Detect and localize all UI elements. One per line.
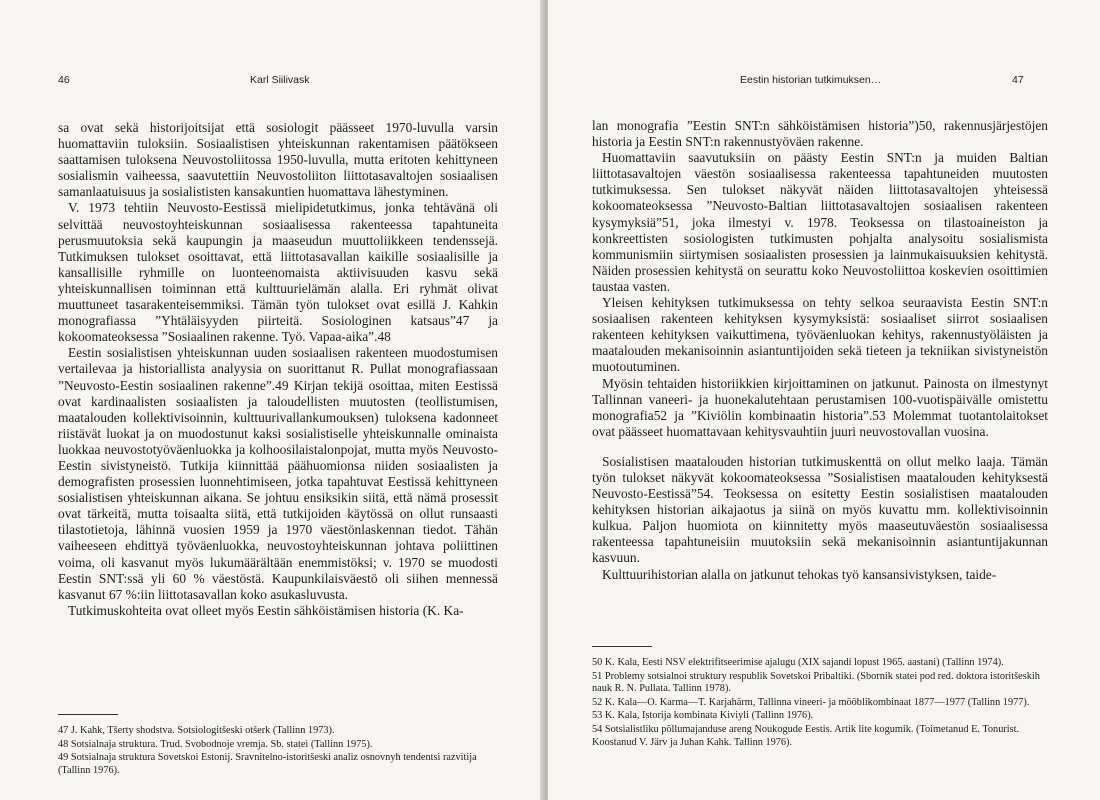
paragraph: V. 1973 tehtiin Neuvosto-Eestissä mielipidetutkimus, jonka tehtävänä oli selvittää neuvostoyhteiskunnan sosiaalisessa rakenteessa tapahtuneita perusmuutoksia sekä kaupungin ja maaseudun muuttoliikkeen tendenssejä. Tutkimuksen tulokset osoittavat, että liittotasavallan kaikille sosiaalisille ja kansallisille ryhmille on luonteenomaista aktiivisuuden kasvu sekä yhteiskunnallisen toiminnan että kulttuurielämän alalla. Eri ryhmät olivat muuttuneet tasarakenteisemmiksi. Tämän työn tulokset ovat esillä J. Kahkin monografiassa ”Yhtäläisyyden piirteitä. Sosiologinen katsaus”47 ja kokoomateoksessa ”Sosiaalinen rakenne. Työ. Vapaa-aika”.48	[58, 200, 498, 345]
paragraph: Kulttuurihistorian alalla on jatkunut tehokas työ kansansivistyksen, taide-	[602, 566, 997, 582]
page-number: 46	[58, 74, 70, 86]
footnotes	[592, 657, 1048, 750]
footnote: 51 Problemy sotsialnoi struktury respublik Sovetskoi Pribaltiki. (Sbornik statei pod red. doktora istoritšeskih nauk R. N. Pullata. Tallinn 1978).	[592, 670, 1040, 695]
right-page	[548, 0, 1100, 800]
footnote: 47 J. Kahk, Tšerty shodstva. Sotsiologitšeski otšerk (Tallinn 1973).	[58, 725, 335, 736]
footnote: 48 Sotsialnaja struktura. Trud. Svobodnoje vremja. Sb. statei (Tallinn 1975).	[58, 738, 373, 750]
paragraph: Sosialistisen maatalouden historian tutkimuskenttä on ollut melko laaja. Tämän työn tulokset näkyvät kokoomateoksessa ”Sosialistisen maatalouden kehityksestä Neuvosto-Eestissä”54. Teoksessa on esitetty Eestin sosialistisen maatalouden kehityksen historian aikajaotus ja siinä on myös kuvattu mm. kollektivisoinnin kulkua. Paljon huomiota on kiinnitetty myös maaseutuväestön sosiaalisessa rakenteessa tapahtuneisiin muutoksiin sekä mekanisoinnin asiantuntijakunnan kasvuun.	[592, 453, 1048, 566]
paragraph: sa ovat sekä historijoitsijat että sosiologit päässeet 1970-luvulla varsin huomattaviin tuloksiin. Sosiaalistisen yhteiskunnan rakentamisen päätökseen saattamisen tuloksena Neuvostoliitossa 1950-luvulla, mutta eritoten kehittyneen sosialismin vaiheessa, saavutettiin Neuvostoliiton liittotasavaltojen sosiaalisen samanlaatuisuus ja sosialististen kansakuntien huomattava lähestyminen.	[58, 120, 498, 200]
paragraph: Yleisen kehityksen tutkimuksessa on tehty selkoa seuraavista Eestin SNT:n sosiaalisen rakenteen kehityksen kysymyksistä: sosiaaliset siirrot sosiaalisen rakenteen kehityksen vaikuttimena, työväenluokan kehitys, rakennustyöläisten ja maatalouden mekanisoinnin asiantuntijoiden sekä tieteen ja tekniikan sivistyneistön muotoutuminen.	[592, 295, 1048, 375]
running-header: Karl Siilivask	[250, 74, 310, 86]
footnote: 53 K. Kala, Istorija kombinata Kiviyli (Tallinn 1976).	[592, 710, 814, 722]
paragraph: Eestin sosialistisen yhteiskunnan uuden sosiaalisen rakenteen muodostumisen vertailevaa ja historiallista analyysia on suorittanut R. Pullat monografiassaan ”Neuvosto-Eestin sosiaalinen rakenne”.49 Kirjan tekijä osoittaa, miten Eestissä ovat kardinaalisten sosiaalisten ja taloudellisten muutosten (teollistumisen, maatalouden kollektivisoinnin, kulttuurivallankumouksen) tuloksena kadonneet riistävät luokat ja on muodostunut kaksi sosialistiselle yhteiskunnalle ominaista luokkaa neuvostotyöväenluokka ja kolhoosilaistalonpojat, mutta myös Neuvosto-Eestin sivistyneistö. Tutkija kiinnittää päähuomionsa niiden sosiaalisten ja demografisten prosessien luonnehtimiseen, jotka tapahtuvat Eestissä kehittyneen sosialistisen yhteiskunnan aikana. Se johtuu ensiksikin siitä, että nämä prosessit ovat tärkeitä, mutta toisaalta siitä, että tutkijoiden käytössä on ollut runsaasti tilastotietoja, lähinnä vuosien 1959 ja 1970 väestönlaskennan tiedot. Tähän vaiheeseen ehdittyä työväenluokka, neuvostoyhteiskunnan johtava poliittinen voima, oli kasvanut myös lukumäärältään enemmistöksi; v. 1970 se muodosti Eestin SNT:ssä yli 60 % väestöstä. Kaupunkilaisväestö oli siihen mennessä kasvanut 67 %:iin liittotasavallan koko asukasluvusta.	[58, 345, 498, 602]
paragraph: lan monografia ”Eestin SNT:n sähköistämisen historia”)50, rakennusjärjestöjen historia ja Eestin SNT:n rakennustyöväen rakenne.	[592, 118, 1048, 150]
paragraph: Huomattaviin saavutuksiin on päästy Eestin SNT:n ja muiden Baltian liittotasavaltojen väestön sosiaalisessa rakenteessa tapahtuneiden muutosten tutkimuksessa. Sen tulokset näkyvät näiden liittotasavaltojen yhteisessä kokoomateoksessa ”Neuvosto-Baltian liittotasavaltojen sosiaalisen rakenteen kysymyksiä”51, joka ilmestyi v. 1978. Teoksessa on tilastoaineiston ja konkreettisten sosiologisten tutkimusten pohjalta analysoitu sosialismista kommunismiin siirtymisen sosiaalisten prosessien ja lainmukaisuuksien kehitystä. Näiden prosessien kehitystä on seurattu koko Neuvostoliittoa koskevien osoittimien taustaa vasten.	[592, 150, 1048, 294]
paragraph: Myösin tehtaiden historiikkien kirjoittaminen on jatkunut. Painosta on ilmestynyt Tallinnan vaneeri- ja huonekalutehtaan perustamisen 100-vuotispäivälle omistettu monografia52 ja ”Kiviölin kombinaatin historia”.53 Molemmat tuotantolaitokset ovat päässeet huomattavaan kehitysvauhtiin juuri neuvostovallan vuosina.	[592, 375, 1048, 439]
body-text	[58, 120, 498, 619]
footnote-rule	[58, 714, 118, 715]
footnote: 49 Sotsialnaja struktura Sovetskoi Estonij. Sravnitelno-istoritšeski analiz osnovnyh tendentsi razvitija (Tallinn 1976).	[58, 752, 477, 776]
running-header: Eestin historian tutkimuksen…	[740, 74, 882, 86]
footnote: 50 K. Kala, Eesti NSV elektrifitseerimise ajalugu (XIX sajandi lopust 1965. aastani) (Tallinn 1974).	[592, 657, 1004, 668]
footnote: 54 Sotsialistliku põllumajanduse areng Noukogude Eestis. Artik lite kogumik. (Toimetanud E. Tonurist. Koostanud V. Järv ja Juhan Kahk. Tallinn 1976).	[592, 723, 1020, 748]
body-text	[592, 118, 1048, 583]
page-number: 47	[1012, 74, 1024, 86]
footnote: 52 K. Kala—O. Karma—T. Karjahärm, Tallinna vineeri- ja mööblikombinaat 1877—1977 (Tallinn 1977).	[592, 696, 1030, 708]
footnote-rule	[592, 646, 652, 647]
paragraph: Tutkimuskohteita ovat olleet myös Eestin sähköistämisen historia (K. Ka-	[68, 602, 464, 618]
left-page	[0, 0, 544, 800]
footnotes	[58, 725, 498, 778]
